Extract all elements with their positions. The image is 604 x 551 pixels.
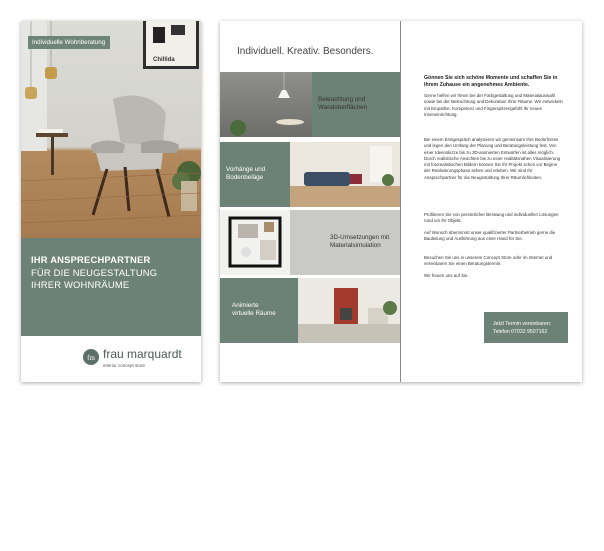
cta-phone: Telefon 07032 9507162 — [493, 328, 548, 335]
cta-line-1: Jetzt Termin vereinbaren: — [493, 321, 552, 327]
headline-subline — [31, 267, 157, 291]
body-paragraph-4: Auf Wunsch übernimmt unser qualifizierter Partnerbetrieb gerne die Bauleitung und Ausführung aus einer Hand für Sie. — [424, 230, 556, 242]
photo-lighting — [220, 72, 312, 137]
tile-animated — [220, 278, 298, 343]
brochure-front-cover — [21, 21, 201, 382]
fold-line — [400, 21, 401, 382]
tile-3d-label — [330, 234, 389, 250]
tile-lighting — [312, 72, 400, 137]
appointment-box — [484, 312, 568, 343]
headline-line-2: FÜR DIE NEUGESTALTUNG — [31, 267, 158, 278]
intro-text: Gönnen Sie sich schöne Momente und schaffen Sie in Ihrem Zuhause ein angenehmes Ambiente. — [424, 75, 558, 88]
tile-3d-line-1: 3D-Umsetzungen mit — [330, 234, 390, 241]
tile-lighting-label — [318, 96, 367, 112]
brand-logo — [83, 343, 199, 375]
tile-lighting-line-2: Wandoberflächen — [318, 104, 368, 111]
tile-curtains-line-1: Vorhänge und — [226, 166, 266, 173]
logo-monogram-icon — [83, 349, 99, 365]
body-paragraph-5: Besuchen Sie uns in unserem Concept Store oder im Internet und vereinbaren Sie einen Beratungstermin. — [424, 255, 553, 267]
tile-3d-line-2: Materialsimulation — [330, 242, 381, 249]
badge-wohnberatung: Individuelle Wohnberatung — [28, 36, 110, 49]
headline-block — [21, 238, 201, 336]
cover-photo-armchair — [21, 21, 201, 238]
poster-text: Chillida — [153, 57, 175, 63]
tile-animated-line-1: Animierte — [232, 302, 259, 309]
armchair-scene-illustration — [21, 21, 201, 238]
logo-monogram-text: fm — [87, 354, 95, 362]
tile-animated-line-2: virtuelle Räume — [232, 310, 276, 317]
tile-curtains-label — [226, 166, 265, 182]
headline-line-3: IHRER WOHNRÄUME — [31, 279, 130, 290]
tile-animated-label — [232, 302, 276, 318]
inside-headline: Individuell. Kreativ. Besonders. — [237, 46, 374, 57]
photo-virtual-room — [298, 278, 400, 343]
headline-ansprechpartner: IHR ANSPRECHPARTNER — [31, 254, 151, 265]
brand-subtitle: interior concept store — [103, 363, 146, 368]
tile-curtains-line-2: Bodenbeläge — [226, 174, 264, 181]
body-paragraph-3: Profitieren Sie von persönlicher Beratung und individuellen Lösungen rund um Ihr Objekt. — [424, 212, 559, 224]
tile-curtains — [220, 142, 290, 207]
tile-3d — [290, 210, 400, 275]
body-paragraph-1: Gerne helfen wir Ihnen bei der Farbgestaltung und Materialauswahl sowie bei der Beleuchtung und Dekoration Ihrer Räume. Wir entwickeln mit Empathie, Kompetenz und Fingerspitzengefühl Ihr neues Inneneinrichtung. — [424, 93, 563, 117]
brochure-inside-spread — [220, 21, 582, 382]
body-paragraph-2: Bei einem Erstgespräch analysieren wir gemeinsam Ihre Bedürfnisse und legen den Umfang der Planung und Beratungsleistung fest. Von einer Ideenskizze bis zu 3D-animierten Entwürfen ist alles möglich. Durch realistische Ansichten bis zu einer realitätsnahen Visualisierung mit fotorealistischen Bildern können Sie Ihr Projekt schon vor Beginn der Realisierungsphase sehen und erleben. Wir sind Ihr Ansprechpartner für die Neugestaltung Ihrer Räumlichkeiten. — [424, 137, 561, 180]
tile-lighting-line-1: Beleuchtung und — [318, 96, 366, 103]
brand-name: frau marquardt — [103, 347, 182, 361]
photo-living-room — [290, 142, 400, 207]
body-paragraph-6: Wir freuen uns auf Sie. — [424, 273, 469, 278]
photo-3d-floorplan — [220, 210, 290, 275]
